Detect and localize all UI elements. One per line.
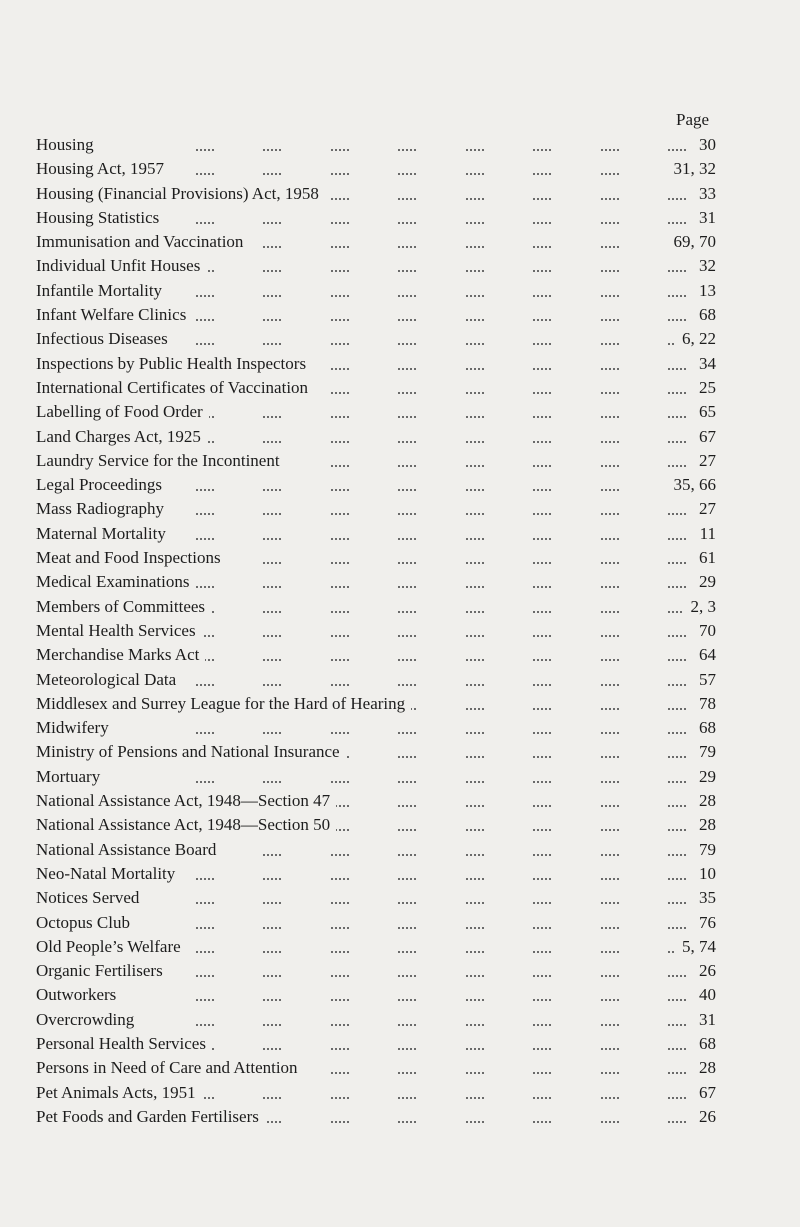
index-entry	[36, 182, 716, 206]
index-entry	[36, 983, 716, 1007]
index-entry	[36, 668, 716, 692]
entry-label: Laundry Service for the Incontinent	[36, 449, 286, 473]
index-entry	[36, 643, 716, 667]
index-entry	[36, 376, 716, 400]
dot-leader	[196, 840, 686, 860]
entry-page-number: 57	[691, 668, 716, 692]
index-entry	[36, 911, 716, 935]
index-entry	[36, 497, 716, 521]
entry-label: Infantile Mortality	[36, 279, 168, 303]
entry-page-number: 76	[691, 911, 716, 935]
entry-page-number: 5, 74	[674, 935, 716, 959]
dot-leader	[196, 572, 686, 592]
entry-label: Organic Fertilisers	[36, 959, 169, 983]
entry-label: Meat and Food Inspections	[36, 546, 227, 570]
dot-leader	[196, 937, 686, 957]
entry-label: Legal Proceedings	[36, 473, 168, 497]
index-entry	[36, 546, 716, 570]
dot-leader	[196, 402, 686, 422]
entry-page-number: 2, 3	[683, 595, 717, 619]
entry-label: National Assistance Act, 1948—Section 47	[36, 789, 336, 813]
entry-label: Ministry of Pensions and National Insurance	[36, 740, 346, 764]
entry-label: Land Charges Act, 1925	[36, 425, 207, 449]
entry-label: Octopus Club	[36, 911, 136, 935]
entry-label: Pet Foods and Garden Fertilisers	[36, 1105, 265, 1129]
index-entry	[36, 716, 716, 740]
index-entry	[36, 1032, 716, 1056]
entry-label: Infant Welfare Clinics	[36, 303, 192, 327]
index-entry	[36, 425, 716, 449]
dot-leader	[196, 888, 686, 908]
entry-page-number: 28	[691, 789, 716, 813]
index-entry	[36, 1081, 716, 1105]
dot-leader	[196, 427, 686, 447]
dot-leader	[196, 329, 686, 349]
entry-page-number: 32	[691, 254, 716, 278]
dot-leader	[196, 159, 686, 179]
entry-page-number: 33	[691, 182, 716, 206]
dot-leader	[196, 524, 686, 544]
index-entry	[36, 595, 716, 619]
index-entry	[36, 959, 716, 983]
index-entry	[36, 206, 716, 230]
entry-page-number: 26	[691, 959, 716, 983]
index-entry	[36, 692, 716, 716]
dot-leader	[196, 499, 686, 519]
index-entry	[36, 765, 716, 789]
entry-label: Members of Committees	[36, 595, 211, 619]
entry-label: Infectious Diseases	[36, 327, 174, 351]
entry-page-number: 28	[691, 813, 716, 837]
entry-label: Medical Examinations	[36, 570, 195, 594]
entry-page-number: 26	[691, 1105, 716, 1129]
dot-leader	[196, 1010, 686, 1030]
entry-page-number: 67	[691, 1081, 716, 1105]
dot-leader	[196, 475, 686, 495]
entry-label: Mortuary	[36, 765, 106, 789]
index-entry	[36, 1105, 716, 1129]
entry-page-number: 29	[691, 570, 716, 594]
entry-label: Inspections by Public Health Inspectors	[36, 352, 312, 376]
entry-page-number: 70	[691, 619, 716, 643]
entry-label: Merchandise Marks Act	[36, 643, 205, 667]
index-entry	[36, 838, 716, 862]
dot-leader	[196, 135, 686, 155]
entry-page-number: 68	[691, 303, 716, 327]
entry-label: Personal Health Services	[36, 1032, 212, 1056]
entry-label: Notices Served	[36, 886, 145, 910]
entry-label: Neo-Natal Mortality	[36, 862, 181, 886]
dot-leader	[196, 645, 686, 665]
index-entry	[36, 303, 716, 327]
entry-page-number: 27	[691, 449, 716, 473]
index-entry	[36, 352, 716, 376]
entry-page-number: 27	[691, 497, 716, 521]
entry-page-number: 78	[691, 692, 716, 716]
dot-leader	[196, 1083, 686, 1103]
dot-leader	[196, 256, 686, 276]
index-entry	[36, 619, 716, 643]
entry-page-number: 69, 70	[666, 230, 717, 254]
index-entry	[36, 570, 716, 594]
entry-label: Midwifery	[36, 716, 115, 740]
entry-page-number: 35, 66	[666, 473, 717, 497]
dot-leader	[196, 913, 686, 933]
index-entry	[36, 935, 716, 959]
entry-page-number: 29	[691, 765, 716, 789]
entry-page-number: 31	[691, 206, 716, 230]
index-entry	[36, 327, 716, 351]
dot-leader	[196, 208, 686, 228]
dot-leader	[196, 597, 686, 617]
entry-label: Immunisation and Vaccination	[36, 230, 249, 254]
entry-page-number: 79	[691, 740, 716, 764]
entry-page-number: 6, 22	[674, 327, 716, 351]
entry-page-number: 31, 32	[666, 157, 717, 181]
index-entry	[36, 1056, 716, 1080]
index-entry	[36, 813, 716, 837]
entry-page-number: 79	[691, 838, 716, 862]
entry-label: Individual Unfit Houses	[36, 254, 206, 278]
index-entry	[36, 449, 716, 473]
dot-leader	[196, 281, 686, 301]
entry-page-number: 40	[691, 983, 716, 1007]
entry-label: Maternal Mortality	[36, 522, 172, 546]
entry-page-number: 35	[691, 886, 716, 910]
entry-page-number: 68	[691, 1032, 716, 1056]
dot-leader	[196, 670, 686, 690]
entry-page-number: 67	[691, 425, 716, 449]
index-entry	[36, 1008, 716, 1032]
entry-page-number: 25	[691, 376, 716, 400]
index-entry	[36, 522, 716, 546]
entry-page-number: 28	[691, 1056, 716, 1080]
entry-page-number: 34	[691, 352, 716, 376]
dot-leader	[196, 548, 686, 568]
entry-page-number: 30	[691, 133, 716, 157]
index-entry	[36, 886, 716, 910]
dot-leader	[196, 767, 686, 787]
entry-page-number: 11	[692, 522, 716, 546]
dot-leader	[196, 621, 686, 641]
dot-leader	[196, 864, 686, 884]
entry-label: Mental Health Services	[36, 619, 202, 643]
index-entry	[36, 254, 716, 278]
entry-label: National Assistance Board	[36, 838, 222, 862]
entry-page-number: 65	[691, 400, 716, 424]
entry-label: National Assistance Act, 1948—Section 50	[36, 813, 336, 837]
dot-leader	[196, 1107, 686, 1127]
dot-leader	[196, 305, 686, 325]
dot-leader	[196, 961, 686, 981]
entry-page-number: 64	[691, 643, 716, 667]
entry-label: Labelling of Food Order	[36, 400, 209, 424]
index-entry	[36, 157, 716, 181]
entry-label: International Certificates of Vaccination	[36, 376, 314, 400]
index-entry	[36, 279, 716, 303]
dot-leader	[196, 985, 686, 1005]
entry-label: Housing (Financial Provisions) Act, 1958	[36, 182, 325, 206]
index-entry	[36, 789, 716, 813]
page-column-header: Page	[676, 110, 710, 129]
index-entry	[36, 230, 716, 254]
entry-label: Housing Statistics	[36, 206, 165, 230]
dot-leader	[196, 718, 686, 738]
entry-label: Overcrowding	[36, 1008, 140, 1032]
entry-page-number: 10	[691, 862, 716, 886]
dot-leader	[196, 232, 686, 252]
index-entry	[36, 862, 716, 886]
entry-label: Meteorological Data	[36, 668, 182, 692]
entry-label: Housing Act, 1957	[36, 157, 170, 181]
entry-label: Pet Animals Acts, 1951	[36, 1081, 202, 1105]
entry-page-number: 68	[691, 716, 716, 740]
entry-label: Outworkers	[36, 983, 122, 1007]
entry-page-number: 13	[691, 279, 716, 303]
entry-page-number: 31	[691, 1008, 716, 1032]
entry-label: Middlesex and Surrey League for the Hard of Hearing	[36, 692, 411, 716]
index-entry	[36, 740, 716, 764]
entry-label: Old People’s Welfare	[36, 935, 187, 959]
entry-label: Mass Radiography	[36, 497, 170, 521]
index-entry	[36, 473, 716, 497]
index-list	[36, 133, 716, 1129]
entry-label: Housing	[36, 133, 100, 157]
entry-page-number: 61	[691, 546, 716, 570]
dot-leader	[196, 1034, 686, 1054]
index-entry	[36, 400, 716, 424]
entry-label: Persons in Need of Care and Attention	[36, 1056, 304, 1080]
index-entry	[36, 133, 716, 157]
